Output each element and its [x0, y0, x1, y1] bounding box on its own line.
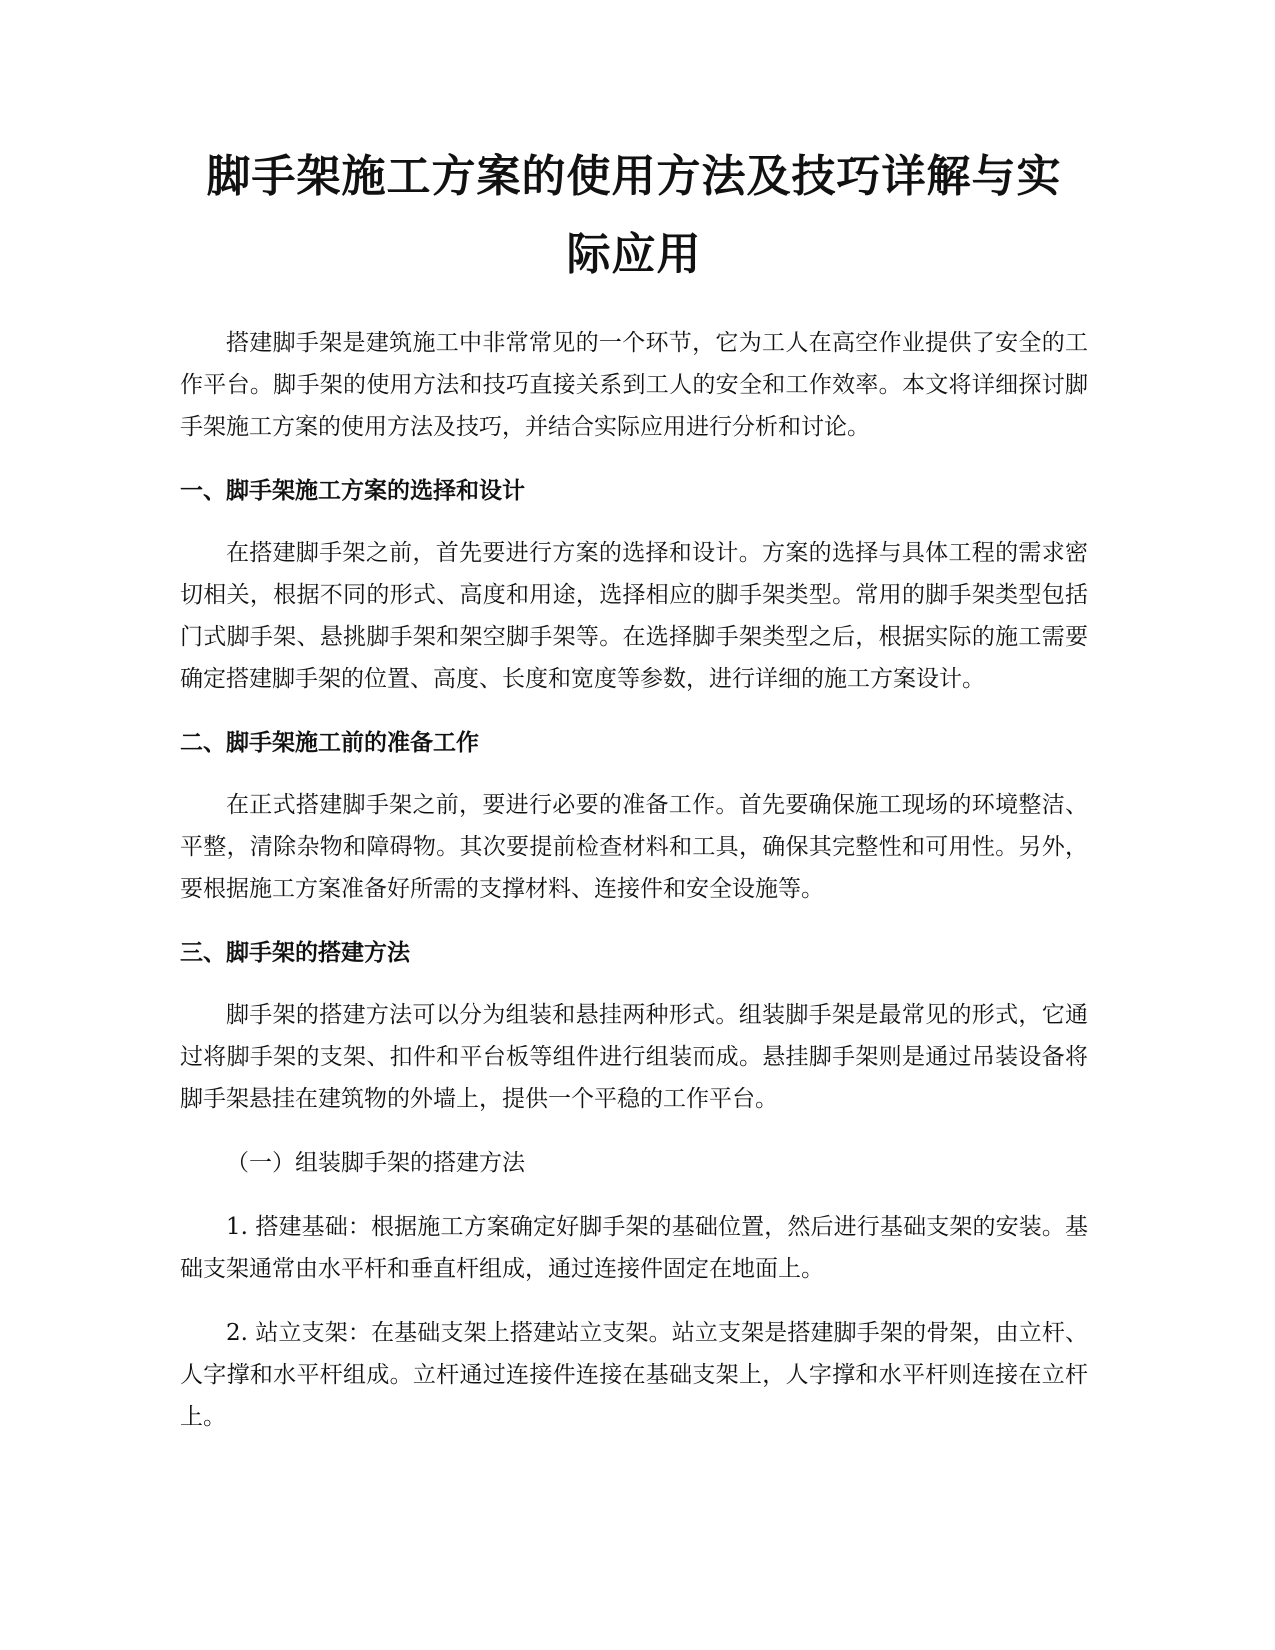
section-2-heading: 二、脚手架施工前的准备工作: [180, 730, 479, 756]
section-1-heading: 一、脚手架施工方案的选择和设计: [180, 478, 525, 504]
section-3-subheading: （一）组装脚手架的搭建方法: [226, 1150, 525, 1176]
section-3-heading: 三、脚手架的搭建方法: [180, 940, 410, 966]
step-2-paragraph: 2. 站立支架：在基础支架上搭建站立支架。站立支架是搭建脚手架的骨架，由立杆、人字撑和水平杆组成。立杆通过连接件连接在基础支架上，人字撑和水平杆则连接在立杆上。: [180, 1320, 1088, 1430]
document-title: 脚手架施工方案的使用方法及技巧详解与实际应用: [206, 151, 1062, 280]
step-1-paragraph: 1. 搭建基础：根据施工方案确定好脚手架的基础位置，然后进行基础支架的安装。基础支架通常由水平杆和垂直杆组成，通过连接件固定在地面上。: [180, 1214, 1088, 1282]
section-1-body: 在搭建脚手架之前，首先要进行方案的选择和设计。方案的选择与具体工程的需求密切相关，根据不同的形式、高度和用途，选择相应的脚手架类型。常用的脚手架类型包括门式脚手架、悬挑脚手架和架空脚手架等。在选择脚手架类型之后，根据实际的施工需要确定搭建脚手架的位置、高度、长度和宽度等参数，进行详细的施工方案设计。: [180, 540, 1088, 692]
section-3-body: 脚手架的搭建方法可以分为组装和悬挂两种形式。组装脚手架是最常见的形式，它通过将脚手架的支架、扣件和平台板等组件进行组装而成。悬挂脚手架则是通过吊装设备将脚手架悬挂在建筑物的外墙上，提供一个平稳的工作平台。: [180, 1002, 1088, 1112]
intro-paragraph: 搭建脚手架是建筑施工中非常常见的一个环节，它为工人在高空作业提供了安全的工作平台。脚手架的使用方法和技巧直接关系到工人的安全和工作效率。本文将详细探讨脚手架施工方案的使用方法及技巧，并结合实际应用进行分析和讨论。: [180, 330, 1088, 440]
section-2-body: 在正式搭建脚手架之前，要进行必要的准备工作。首先要确保施工现场的环境整洁、平整，清除杂物和障碍物。其次要提前检查材料和工具，确保其完整性和可用性。另外，要根据施工方案准备好所需的支撑材料、连接件和安全设施等。: [180, 792, 1088, 902]
document-page: [180, 138, 1088, 1460]
